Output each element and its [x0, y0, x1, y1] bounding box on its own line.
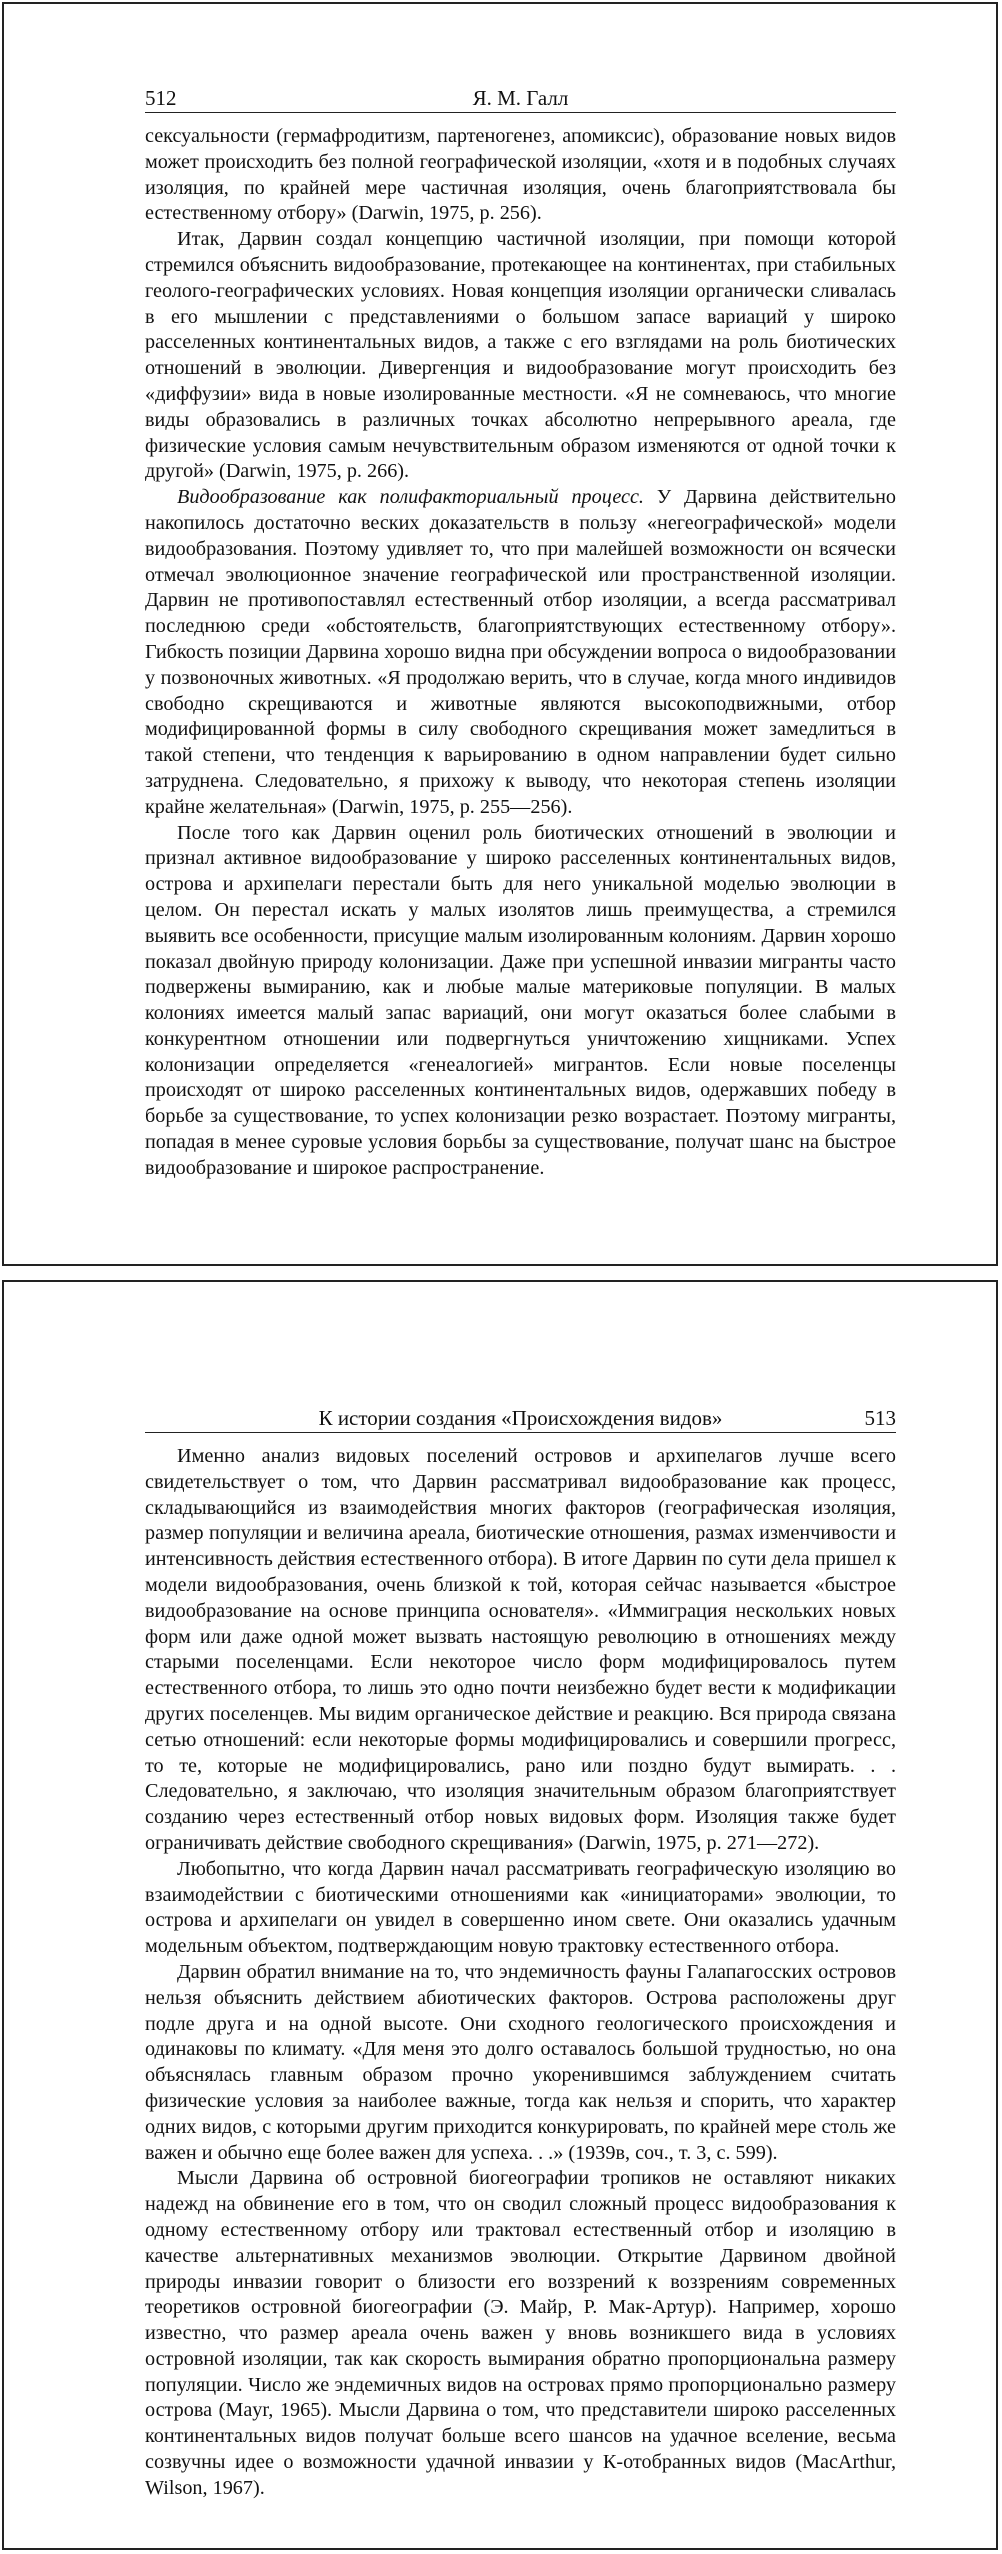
- page-513: [2, 1280, 998, 2550]
- paragraph: Любопытно, что когда Дарвин начал рассматривать географическую изоляцию во взаимодействии с биотическими отношениями как «инициаторами» эволюции, то острова и архипелаги он увидел в совершенно ином свете. Они оказались удачным модельным объектом, подтверждающим новую трактовку естественного отбора.: [145, 1857, 896, 1958]
- page-number: 513: [864, 1406, 896, 1430]
- paragraph: После того как Дарвин оценил роль биотических отношений в эволюции и признал активное видообразование у широко расселенных континентальных видов, острова и архипелаги перестали быть для него уникальной моделью эволюции в целом. Он перестал искать у малых изолятов лишь преимущества, а стремился выявить все особенности, присущие малым изолированным колониям. Дарвин хорошо показал двойную природу колонизации. Даже при успешной инвазии мигранты часто подвержены вымиранию, как и любые малые материковые популяции. В малых колониях имеется малый запас вариаций, они могут оказаться более слабыми в конкурентном отношении или подвергнуться уничтожению хищниками. Успех колонизации определяется «генеалогией» мигрантов. Если новые поселенцы происходят от широко расселенных континентальных видов, одержавших победу в борьбе за существование, то успех колонизации резко возрастает. Поэтому мигранты, попадая в менее суровые условия борьбы за существование, получат шанс на быстрое видообразование и широкое распространение.: [145, 821, 896, 1179]
- body-text: [145, 124, 896, 1182]
- paragraph-text: У Дарвина действительно накопилось достаточно веских доказательств в пользу «негеографической» модели видообразования. Поэтому удивляет то, что при малейшей возможности он всячески отмечал эволюционное значение географической или пространственной изоляции. Дарвин не противопоставлял естественный отбор изоляции, а всегда рассматривал последнюю среди «обстоятельств, благоприятствующих естественному отбору». Гибкость позиции Дарвина хорошо видна при обсуждении вопроса о видообразовании у позвоночных животных. «Я продолжаю верить, что в случае, когда много индивидов свободно скрещиваются и животные являются высокоподвижными, отбор модифицированной формы в силу свободного скрещивания может замедлиться в такой степени, что тенденция к варьированию в одном направлении будет сильно затруднена. Следовательно, я прихожу к выводу, что некоторая степень изоляции крайне желательная» (Darwin, 1975, p. 255—256).: [145, 486, 896, 818]
- body-text: [145, 1444, 896, 2502]
- paragraph: Дарвин обратил внимание на то, что эндемичность фауны Галапагосских островов нельзя объяснить действием абиотических факторов. Острова расположены друг подле друга и на одной высоте. Они сходного геологического происхождения и одинаковы по климату. «Для меня это долго оставалось большой трудностью, но она объяснялась главным образом прочно укоренившимся заблуждением считать физические условия за наиболее важные, тогда как нельзя и спорить, что характер одних видов, с которыми другим приходится конкурировать, по крайней мере столь же важен и обычно еще более важен для успеха. . .» (1939в, соч., т. 3, с. 599).: [145, 1960, 896, 2164]
- running-head: [145, 86, 896, 113]
- paragraph: Именно анализ видовых поселений островов и архипелагов лучше всего свидетельствует о том, что Дарвин рассматривал видообразование как процесс, складывающийся из взаимодействия многих факторов (географическая изоляция, размер популяции и величина ареала, биотические отношения, размах изменчивости и интенсивность действия естественного отбора). В итоге Дарвин по сути дела пришел к модели видообразования, очень близкой к той, которая сейчас называется «быстрое видообразование на основе принципа основателя». «Иммиграция нескольких новых форм или даже одной может вызвать настоящую революцию в отношениях между старыми поселенцами. Если некоторое число форм модифицировалось путем естественного отбора, то лишь это одно почти неизбежно будет вести к модификации других поселенцев. Мы видим органическое действие и реакцию. Вся природа связана сетью отношений: если некоторые формы модифицировались и совершили прогресс, то те, которые не модифицировались, рано или поздно будут вымирать. . . Следовательно, я заключаю, что изоляция значительным образом благоприятствует созданию через естественный отбор новых видовых форм. Изоляция также будет ограничивать действие свободного скрещивания» (Darwin, 1975, p. 271—272).: [145, 1445, 896, 1854]
- running-title: Я. М. Галл: [472, 86, 569, 110]
- running-title: К истории создания «Происхождения видов»: [318, 1406, 723, 1430]
- section-heading: Видообразование как полифакториальный процесс.: [177, 486, 644, 509]
- running-head: [145, 1406, 896, 1433]
- page-512: [2, 2, 998, 1266]
- paragraph: Мысли Дарвина об островной биогеографии тропиков не оставляют никаких надежд на обвинение его в том, что он сводил сложный процесс видообразования к одному естественному отбору или трактовал естественный отбор и изоляцию в качестве альтернативных механизмов эволюции. Открытие Дарвином двойной природы инвазии говорит о близости его воззрений к воззрениям современных теоретиков островной биогеографии (Э. Майр, Р. Мак-Артур). Например, хорошо известно, что размер ареала очень важен у вновь возникшего вида в условиях островной изоляции, так как скорость вымирания обратно пропорциональна размеру популяции. Число же эндемичных видов на островах прямо пропорционально размеру острова (Mayr, 1965). Мысли Дарвина о том, что представители широко расселенных континентальных видов получат больше всего шансов на удачное вселение, весьма созвучны идее о возможности удачной инвазии у К-отобранных видов (MacArthur, Wilson, 1967).: [145, 2167, 896, 2499]
- paragraph: [145, 485, 896, 820]
- paragraph: Итак, Дарвин создал концепцию частичной изоляции, при помощи которой стремился объяснить видообразование, протекающее на континентах, при стабильных геолого-географических условиях. Новая концепция изоляции органически сливалась в его мышлении с представлениями о большом запасе вариаций у широко расселенных континентальных видов, а также с его взглядами на роль биотических отношений в эволюции. Дивергенция и видообразование могут происходить без «диффузии» вида в новые изолированные местности. «Я не сомневаюсь, что многие виды образовались в различных точках абсолютно непрерывного ареала, где физические условия самым нечувствительным образом изменяются от одной точки к другой» (Darwin, 1975, p. 266).: [145, 228, 896, 483]
- page-number: 512: [145, 86, 177, 110]
- paragraph: сексуальности (гермафродитизм, партеногенез, апомиксис), образование новых видов может происходить без полной географической изоляции, «хотя и в подобных случаях изоляция, по крайней мере частичная изоляция, очень благоприятствовала бы естественному отбору» (Darwin, 1975, p. 256).: [145, 125, 896, 225]
